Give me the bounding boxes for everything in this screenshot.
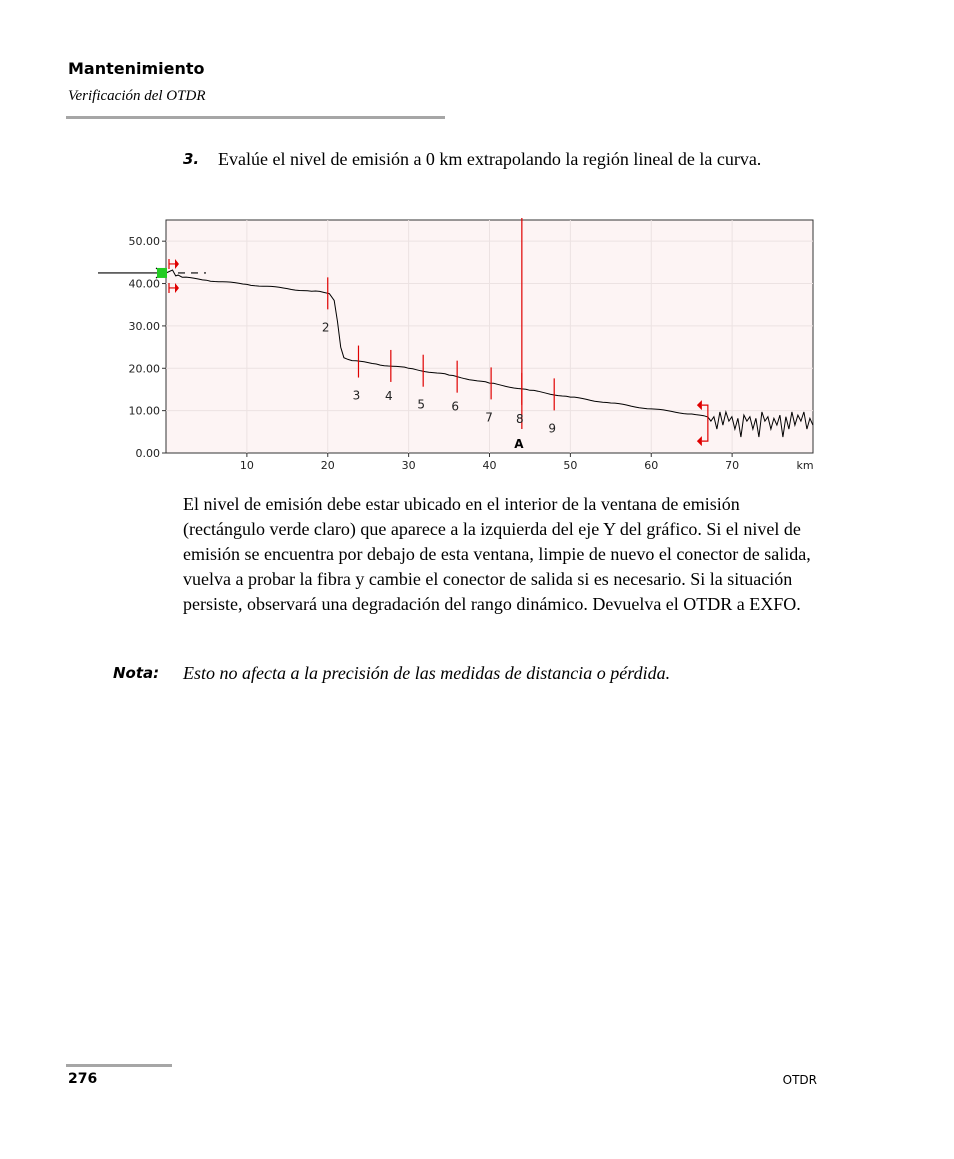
section-subtitle: Verificación del OTDR	[68, 88, 206, 104]
footer-document-title: OTDR	[782, 1073, 817, 1087]
launch-window-marker	[157, 268, 167, 278]
otdr-trace-chart	[95, 212, 820, 477]
x-tick-label: 40	[482, 459, 497, 472]
event-label: 6	[451, 399, 459, 414]
event-label: 2	[321, 320, 330, 335]
footer-divider	[66, 1064, 172, 1067]
y-tick-label: 40.00	[128, 277, 160, 291]
event-label: 8	[516, 411, 524, 426]
body-paragraph: El nivel de emisión debe estar ubicado en el interior de la ventana de emisión (rectángulo verde claro) que aparece a la izquierda del eje Y del gráfico. Si el nivel de emisión se encuentra por debajo de esta ventana, limpie de nuevo el conector de salida, vuelva a probar la fibra y cambie el conector de salida si es necesario. Si la situación persiste, observará una degradación del rango dinámico. Devuelva el OTDR a EXFO.	[183, 494, 811, 614]
event-label: 7	[485, 410, 493, 425]
header-divider	[66, 116, 445, 119]
y-tick-label: 50.00	[128, 235, 160, 249]
event-label: 3	[352, 388, 361, 403]
step-text: Evalúe el nivel de emisión a 0 km extrapolando la región lineal de la curva.	[218, 149, 762, 169]
page-number: 276	[68, 1071, 98, 1087]
event-label: 4	[385, 388, 393, 403]
x-tick-label: 50	[563, 459, 578, 472]
x-tick-label: 10	[239, 459, 254, 472]
x-tick-label: 20	[320, 459, 335, 472]
y-tick-label: 0.00	[135, 447, 160, 460]
y-tick-label: 30.00	[128, 319, 160, 333]
y-tick-label: 20.00	[128, 362, 160, 376]
y-tick-label: 10.00	[128, 404, 160, 418]
x-tick-label: 70	[725, 459, 740, 472]
step-number: 3.	[183, 150, 200, 168]
cursor-a-label: A	[514, 437, 524, 451]
note-label: Nota:	[113, 664, 160, 682]
otdr-trace-svg	[95, 212, 820, 477]
x-tick-label: 60	[644, 459, 659, 472]
event-label: 9	[548, 421, 557, 436]
x-tick-label: 30	[401, 459, 416, 472]
note-text: Esto no afecta a la precisión de las medidas de distancia o pérdida.	[183, 663, 671, 683]
section-title: Mantenimiento	[68, 59, 205, 78]
x-unit-label: km	[796, 459, 814, 472]
event-label: 5	[417, 397, 426, 412]
